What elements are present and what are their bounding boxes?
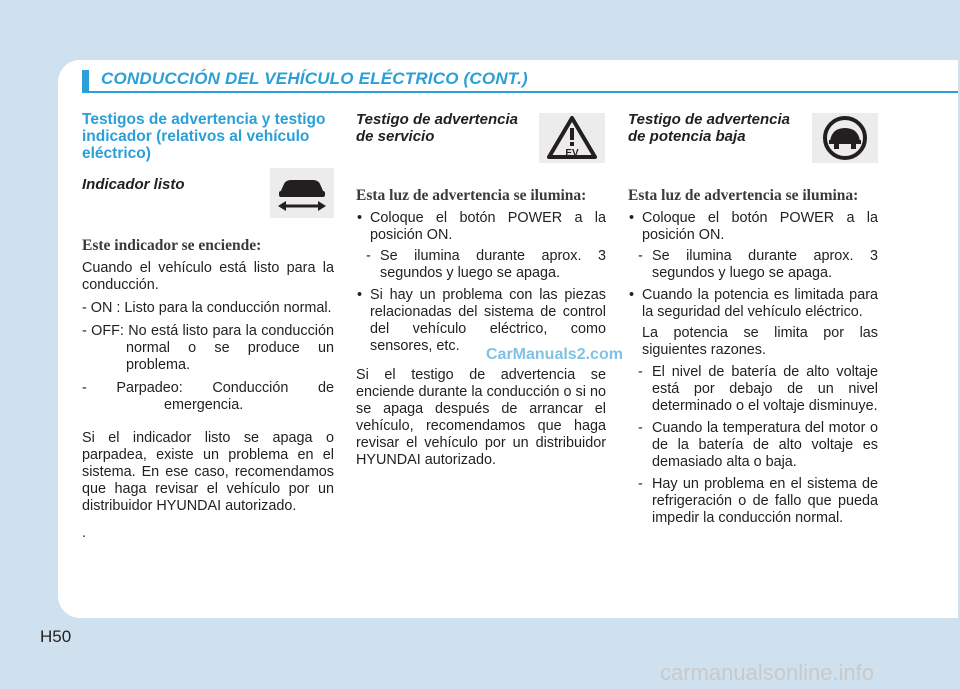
low-power-lights-heading: Esta luz de advertencia se ilumina: xyxy=(628,187,859,204)
ready-indicator-heading: Indicador listo xyxy=(82,176,185,193)
low-power-reason-1: - El nivel de batería de alto voltaje está por debajo de un nivel determinado o el voltaje disminuye. xyxy=(638,364,878,414)
service-sub-item: - Se ilumina durante aprox. 3 segundos y luego se apaga. xyxy=(366,248,606,281)
service-bullet-power: • Coloque el botón POWER a la posición ON. xyxy=(356,210,606,244)
low-power-reasons-intro: La potencia se limita por las siguientes razones. xyxy=(642,325,878,358)
low-power-sub-item: - Se ilumina durante aprox. 3 segundos y luego se apaga. xyxy=(638,248,878,281)
page-title: CONDUCCIÓN DEL VEHÍCULO ELÉCTRICO (CONT.) xyxy=(101,69,528,88)
ready-trailing-dot: . xyxy=(82,525,86,541)
low-power-bullet-power: • Coloque el botón POWER a la posición ON. xyxy=(628,210,878,244)
low-power-reason-2: - Cuando la temperatura del motor o de la batería de alto voltaje es demasiado alta o baja. xyxy=(638,420,878,470)
ev-icon-label: EV xyxy=(565,148,579,159)
footer-site-watermark: carmanualsonline.info xyxy=(660,660,875,685)
low-power-bullet-limited: • Cuando la potencia es limitada para la seguridad del vehículo eléctrico. xyxy=(628,287,878,321)
ready-item-blink: - Parpadeo: Conducción de emergencia. xyxy=(82,380,334,413)
service-lights-heading: Esta luz de advertencia se ilumina: xyxy=(356,187,587,204)
ready-paragraph: Si el indicador listo se apaga o parpadea, existe un problema en el sistema. En ese caso, recomendamos que haga revisar el vehículo por un distribuidor HYUNDAI autorizado. xyxy=(82,430,334,514)
watermark: CarManuals2.com xyxy=(486,346,623,363)
section-title: Testigos de advertencia y testigo indicador (relativos al vehículo eléctrico) xyxy=(82,111,326,162)
reason-text: El nivel de batería de alto voltaje está por debajo de un nivel determinado o el voltaje disminuye. xyxy=(652,364,878,414)
header-accent-bar xyxy=(82,70,89,92)
service-warning-icon xyxy=(539,113,605,163)
low-power-sub-text: Se ilumina durante aprox. 3 segundos y luego se apaga. xyxy=(652,248,878,281)
reason-text: Hay un problema en el sistema de refrigeración o de fallo que pueda impedir la conducción normal. xyxy=(652,476,878,526)
column-service-warning xyxy=(356,111,606,475)
header-rule xyxy=(82,91,958,93)
ready-indicator-icon xyxy=(270,168,334,218)
low-power-heading: Testigo de advertencia de potencia baja xyxy=(628,111,790,145)
low-power-reason-3: - Hay un problema en el sistema de refrigeración o de fallo que pueda impedir la conducción normal. xyxy=(638,476,878,526)
ready-item-on: - ON : Listo para la conducción normal. xyxy=(82,300,332,316)
ready-on-heading: Este indicador se enciende: xyxy=(82,237,262,254)
service-paragraph: Si el testigo de advertencia se enciende durante la conducción o si no se apaga después de arrancar el vehículo, recomendamos que haga revisar el vehículo por un distribuidor HYUNDAI autorizado. xyxy=(356,367,606,468)
ready-intro: Cuando el vehículo está listo para la conducción. xyxy=(82,260,334,293)
reason-text: Cuando la temperatura del motor o de la batería de alto voltaje es demasiado alta o baja. xyxy=(652,420,878,470)
low-power-turtle-icon xyxy=(812,113,878,163)
service-warning-heading: Testigo de advertencia de servicio xyxy=(356,111,518,145)
ready-item-off: - OFF: No está listo para la conducción normal o se produce un problema. xyxy=(82,323,334,373)
service-bullet-problem: • Si hay un problema con las piezas relacionadas del sistema de control del vehículo eléctrico, como sensores, etc. xyxy=(356,287,606,355)
page-number: H50 xyxy=(40,627,72,646)
service-sub-text: Se ilumina durante aprox. 3 segundos y luego se apaga. xyxy=(380,248,606,281)
column-low-power xyxy=(628,111,878,532)
